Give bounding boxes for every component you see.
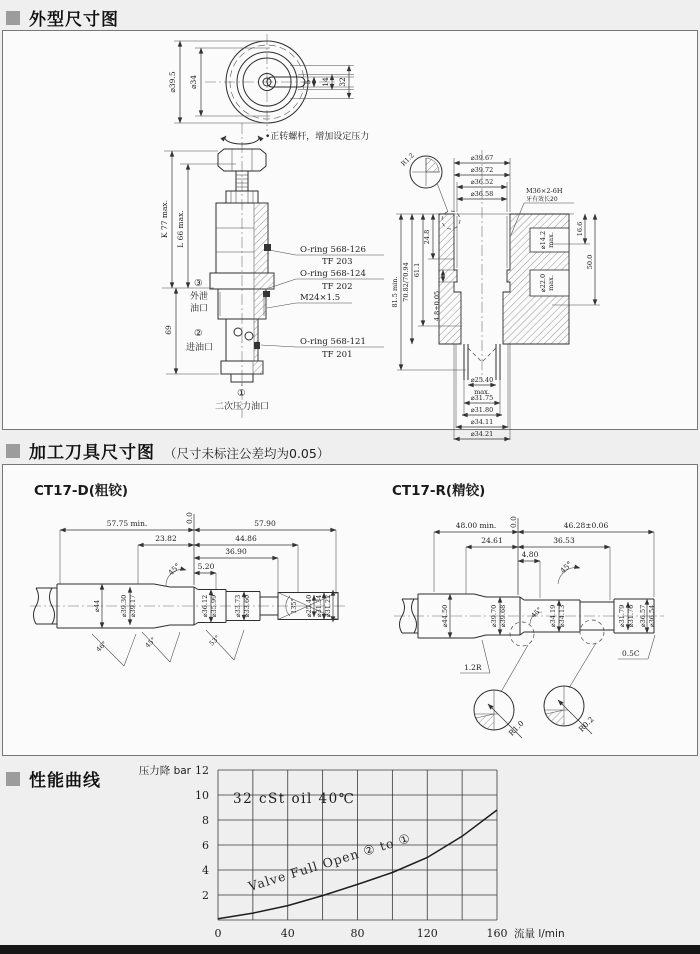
tool-d-dia-3360: ⌀33.60 — [243, 594, 251, 618]
port2-label: 进油口 — [186, 343, 214, 353]
detail-r1-2: R1.2 — [399, 151, 416, 168]
x-tick-label: 0 — [214, 927, 222, 940]
port2-number: ② — [194, 328, 203, 339]
tool-r-dim-2461: 24.61 — [481, 536, 503, 545]
cavity-dim-81-5: 81.5 min. — [391, 276, 399, 308]
tool-d-dia-3134: ⌀31.34 — [315, 594, 323, 618]
oring3-label: O-ring 568-121 — [300, 337, 366, 347]
section-outline-header — [6, 5, 119, 30]
cavity-thread-len: 牙有效长20 — [526, 196, 558, 203]
cavity-dia-31-75: ⌀31.75 — [470, 394, 494, 402]
tools-drawing — [2, 464, 696, 754]
cavity-thread: M36×2-6H — [526, 187, 563, 195]
section-bullet-icon — [6, 11, 20, 25]
cavity-dia-25-4: ⌀25.40 — [470, 376, 494, 384]
oring1-label: O-ring 568-126 — [300, 245, 366, 255]
dim-32: 32 — [338, 77, 347, 87]
tool-r-datum: 0.0 — [509, 516, 518, 528]
port1-label: 二次压力油口 — [215, 402, 270, 412]
tool-r-dim-4628: 46.28±0.06 — [563, 521, 609, 530]
cavity-dim-24-8: 24.8 — [423, 229, 431, 245]
tool-r-dia-3970: ⌀39.70 — [490, 604, 498, 628]
tool-d-dim-3690: 36.90 — [225, 547, 247, 556]
tool-r-dia-3657: ⌀36.57 — [639, 604, 647, 628]
tool-r-dim-4800: 48.00 min. — [455, 521, 497, 530]
tool-d-datum: 0.0 — [185, 512, 194, 524]
tool-r-angle-top: 45° — [558, 559, 575, 576]
dim-5: 5 — [303, 79, 312, 85]
tool-r-detail-r02: R0.2 — [576, 714, 596, 734]
cavity-section-view — [391, 150, 600, 440]
cavity-dia-14-2-max: max. — [547, 232, 555, 248]
tool-r-dia-3413: ⌀34.13 — [558, 604, 566, 628]
dim-14: 14 — [321, 77, 330, 87]
y-tick-label: 10 — [195, 789, 209, 802]
tool-r-dim-3653: 36.53 — [553, 536, 575, 545]
thread-m24: M24×1.5 — [300, 293, 341, 303]
valve-side-view — [160, 142, 384, 418]
tool-r-dia-3419: ⌀34.19 — [549, 604, 557, 628]
rotate-note-text: •正转螺杆，增加设定压力 — [265, 132, 370, 142]
tool-r-dia-3968: ⌀39.68 — [499, 604, 507, 628]
tool-d-dim-5790: 57.90 — [254, 519, 276, 528]
section-tools-header — [6, 438, 329, 463]
cavity-dia-25-4-max: max. — [474, 388, 490, 396]
port3-label-2: 油口 — [190, 304, 209, 314]
tool-d-dia-44: ⌀44 — [93, 599, 101, 613]
tool-r-radius: 1.2R — [464, 663, 482, 672]
tool-d-angle-b2: 45° — [143, 635, 158, 650]
dim-dia-39-5: ⌀39.5 — [168, 71, 177, 93]
tool-r-chamfer: 0.5C — [622, 649, 640, 658]
tool-d-dia-3373: ⌀33.73 — [234, 594, 242, 618]
dim-l66: L 66 max. — [176, 210, 185, 248]
section-bullet-icon — [6, 772, 20, 786]
tool-d-drawing — [30, 512, 346, 666]
x-axis-label: 流量 l/min — [514, 928, 565, 940]
port3-number: ③ — [194, 278, 203, 289]
tool-d-dim-4486: 44.86 — [235, 534, 257, 543]
y-tick-label: 2 — [202, 889, 209, 902]
tool-r-dia-3179: ⌀31.79 — [618, 604, 626, 628]
tool-d-dia-3599: ⌀35.99 — [210, 594, 218, 618]
rotation-note — [225, 123, 369, 146]
tool-r-angle-mid: 45° — [529, 605, 544, 620]
tool-r-drawing — [394, 516, 664, 738]
dim-k77: K 77 max. — [160, 199, 169, 239]
x-tick-label: 40 — [280, 927, 295, 940]
tool-r-dia-3176: ⌀31.76 — [627, 604, 635, 628]
cavity-dia-22-max: max. — [547, 275, 555, 291]
cavity-dia-34-11: ⌀34.11 — [470, 418, 494, 426]
port1-number: ① — [237, 388, 246, 399]
cavity-dim-50: 50.0 — [586, 254, 594, 270]
section-tools-title: 加工刀具尺寸图 — [29, 443, 155, 463]
cavity-dim-70: 70.82/70.94 — [402, 262, 410, 302]
cavity-dim-61: 61.1 — [413, 262, 421, 278]
dim-69: 69 — [164, 325, 173, 335]
tool-d-angle-top: 45° — [166, 561, 183, 578]
tool-d-dim-5775: 57.75 min. — [106, 519, 148, 528]
cavity-dim-16-6: 16.6 — [576, 221, 584, 237]
y-tick-label: 12 — [195, 764, 209, 777]
tool-d-angle-b1: 46° — [94, 639, 109, 654]
section-outline-title: 外型尺寸图 — [29, 10, 119, 30]
x-tick-label: 120 — [416, 927, 438, 940]
y-tick-label: 6 — [202, 839, 209, 852]
cavity-dia-2: ⌀39.72 — [470, 166, 494, 174]
x-tick-label: 80 — [350, 927, 365, 940]
oring1-tf: TF 203 — [322, 257, 353, 267]
tool-d-dim-520: 5.20 — [197, 562, 215, 571]
section-tools-note: （尺寸未标注公差均为0.05） — [164, 446, 330, 461]
tool-r-dim-480: 4.80 — [521, 550, 539, 559]
tool-d-dia-3917: ⌀39.17 — [129, 594, 137, 618]
y-tick-label: 4 — [202, 864, 209, 877]
performance-chart — [90, 757, 650, 947]
cavity-dia-4: ⌀36.58 — [470, 190, 494, 198]
y-tick-label: 8 — [202, 814, 209, 827]
cavity-dia-14-2: ⌀14.2 — [539, 230, 547, 250]
oring2-tf: TF 202 — [322, 282, 353, 292]
cavity-dia-31-80: ⌀31.80 — [470, 406, 494, 414]
cavity-dia-3: ⌀36.52 — [470, 178, 494, 186]
oil-condition-annotation: 32 cSt oil 40℃ — [233, 791, 356, 807]
tool-r-dia-3654: ⌀36.54 — [648, 604, 656, 628]
curve-label: Valve Full Open ② to ① — [246, 830, 413, 894]
tool-r-detail-r10: R1.0 — [506, 718, 526, 738]
oring2-label: O-ring 568-124 — [300, 269, 366, 279]
tool-r-dia-4450: ⌀44.50 — [441, 604, 449, 628]
port3-label-1: 外泄 — [190, 292, 209, 302]
outline-drawing — [2, 30, 696, 438]
y-axis-label: 压力降 bar — [138, 765, 191, 777]
section-curve-header — [6, 766, 101, 791]
dim-dia-34: ⌀34 — [189, 74, 198, 90]
tool-d-angle-b3: 53° — [207, 633, 222, 648]
section-bullet-icon — [6, 444, 20, 458]
cavity-dia-34-21: ⌀34.21 — [470, 430, 494, 438]
tool-d-dia-2540: ⌀25.40 — [305, 594, 313, 618]
tool-d-dim-2382: 23.82 — [155, 534, 177, 543]
tool-d-dia-3122: ⌀31.22 — [324, 594, 332, 618]
cavity-dia-22: ⌀22.0 — [539, 273, 547, 293]
tool-r-title: CT17-R(精铰) — [392, 483, 486, 499]
section-curve-title: 性能曲线 — [29, 771, 101, 791]
tool-d-dia-3612: ⌀36.12 — [201, 594, 209, 618]
x-tick-label: 160 — [486, 927, 508, 940]
tool-d-dia-3930: ⌀39.30 — [120, 594, 128, 618]
knob-top-view — [168, 34, 354, 131]
cavity-dim-4-8: 4.8±0.05 — [433, 290, 441, 322]
cavity-dia-1: ⌀39.67 — [470, 154, 494, 162]
tool-d-angle-135: 135° — [290, 598, 298, 614]
oring3-tf: TF 201 — [322, 350, 353, 360]
footer-bar — [0, 945, 700, 954]
tool-d-title: CT17-D(粗铰) — [34, 483, 129, 499]
